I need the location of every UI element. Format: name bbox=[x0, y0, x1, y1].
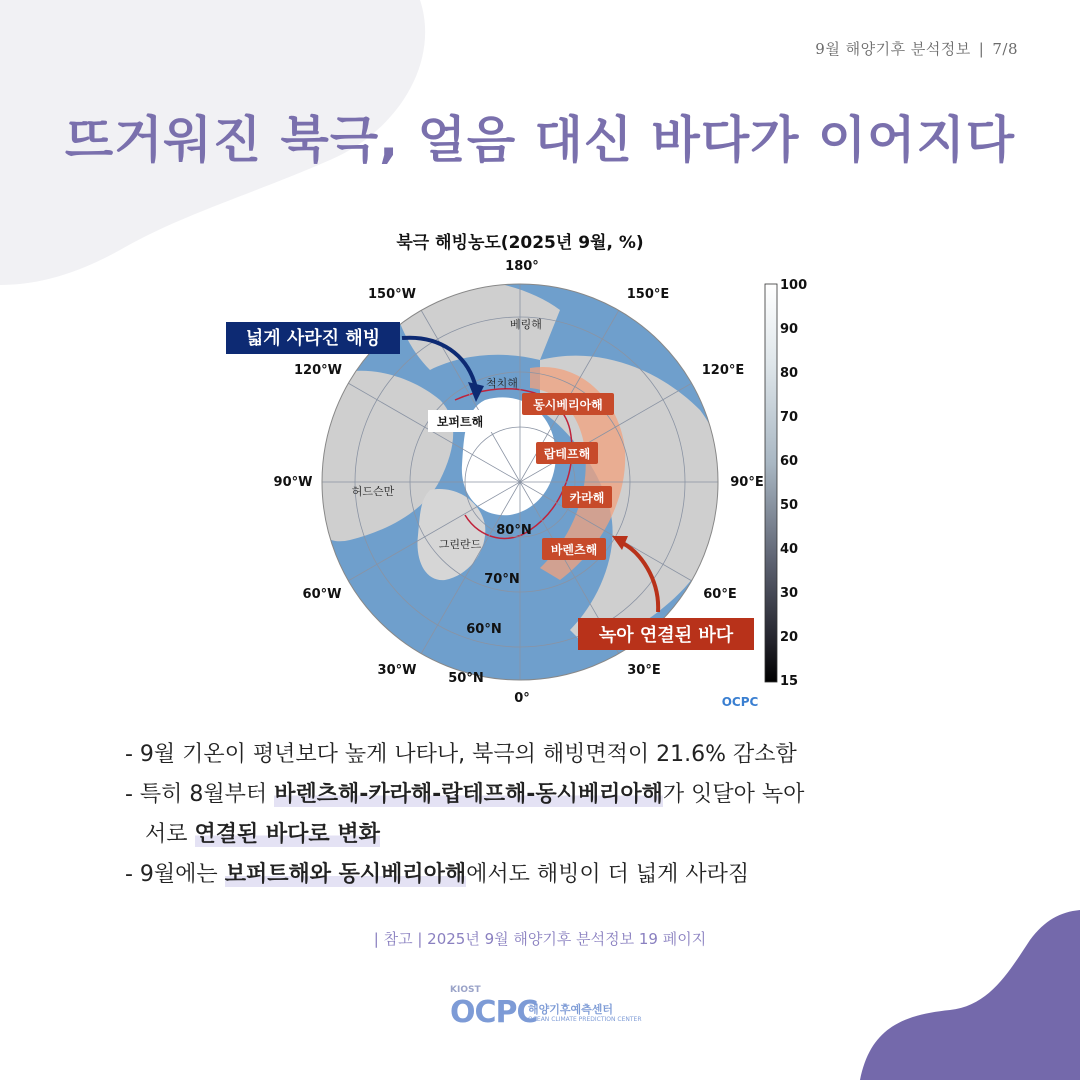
page-title: 뜨거워진 북극, 얼음 대신 바다가 이어지다 bbox=[64, 111, 1016, 169]
logo-org: KIOST bbox=[450, 985, 481, 995]
lon-label: 60°E bbox=[703, 587, 737, 602]
lon-label: 60°W bbox=[302, 587, 342, 602]
bullet-highlight: 보퍼트해와 동시베리아해 bbox=[224, 862, 467, 887]
lat-label: 60°N bbox=[466, 622, 502, 637]
bullet-text: - 9월에는 bbox=[125, 862, 225, 887]
logo-center-ko: 해양기후예측센터 bbox=[528, 1003, 614, 1016]
lon-label: 150°E bbox=[626, 287, 670, 302]
region-label-laptev: 랍테프해 bbox=[543, 447, 591, 461]
colorbar-tick: 50 bbox=[780, 498, 799, 513]
colorbar-tick: 70 bbox=[780, 410, 799, 425]
bullet-item bbox=[125, 735, 985, 775]
ocpc-logo bbox=[450, 985, 650, 1035]
region-label-greenland: 그린란드 bbox=[438, 538, 482, 551]
logo-name: OCPC bbox=[450, 995, 538, 1030]
region-label-chukchi: 척치해 bbox=[486, 377, 518, 390]
bullet-text: - 9월 기온이 평년보다 높게 나타나, 북극의 해빙면적이 21.6% 감소함 bbox=[125, 742, 797, 767]
lon-label: 150°W bbox=[368, 287, 416, 302]
bullet-text: 서로 bbox=[145, 822, 195, 847]
colorbar-tick: 20 bbox=[780, 630, 799, 645]
lon-label: 30°E bbox=[627, 663, 661, 678]
lon-label: 120°E bbox=[701, 363, 745, 378]
region-label-bering: 베링해 bbox=[510, 318, 542, 331]
colorbar-tick: 100 bbox=[780, 278, 808, 293]
colorbar-tick: 15 bbox=[780, 674, 799, 689]
callout-label-connected-sea: 녹아 연결된 바다 bbox=[598, 625, 734, 646]
arctic-sea-ice-map bbox=[240, 250, 808, 720]
lon-label: 180° bbox=[505, 259, 539, 274]
header-divider: | bbox=[978, 40, 985, 58]
lon-label: 90°E bbox=[730, 475, 764, 490]
colorbar-tick: 30 bbox=[780, 586, 799, 601]
bullet-highlight: 연결된 바다로 변화 bbox=[194, 822, 380, 847]
region-label-hudson: 허드슨만 bbox=[351, 485, 395, 498]
lon-label: 90°W bbox=[273, 475, 313, 490]
colorbar-tick: 40 bbox=[780, 542, 799, 557]
lon-label: 0° bbox=[514, 691, 530, 706]
lat-label: 50°N bbox=[448, 671, 484, 686]
region-label-barents: 바렌츠해 bbox=[550, 543, 598, 557]
lat-label: 70°N bbox=[484, 572, 520, 587]
region-label-beaufort: 보퍼트해 bbox=[436, 415, 484, 429]
region-label-east-siberian: 동시베리아해 bbox=[533, 398, 603, 412]
bullet-item-continued bbox=[125, 815, 985, 855]
page-number: 7/8 bbox=[992, 40, 1018, 58]
summary-bullets bbox=[125, 735, 985, 895]
colorbar-tick: 90 bbox=[780, 322, 799, 337]
map-title: 북극 해빙농도(2025년 9월, %) bbox=[396, 233, 644, 253]
series-label: 9월 해양기후 분석정보 bbox=[815, 40, 971, 58]
lon-label: 30°W bbox=[377, 663, 417, 678]
region-label-kara: 카라해 bbox=[569, 491, 605, 505]
bullet-item bbox=[125, 855, 985, 895]
reference-note: | 참고 | 2025년 9월 해양기후 분석정보 19 페이지 bbox=[373, 930, 707, 948]
bullet-item bbox=[125, 775, 985, 815]
bullet-text: 가 잇달아 녹아 bbox=[662, 782, 805, 807]
colorbar bbox=[765, 284, 777, 682]
lon-label: 120°W bbox=[294, 363, 342, 378]
map-credit: OCPC bbox=[721, 695, 759, 709]
colorbar-tick: 80 bbox=[780, 366, 799, 381]
lat-label: 80°N bbox=[496, 523, 532, 538]
bullet-text: - 특히 8월부터 bbox=[125, 782, 275, 807]
colorbar-tick: 60 bbox=[780, 454, 799, 469]
callout-label-lost-ice: 넓게 사라진 해빙 bbox=[245, 328, 381, 349]
bullet-highlight: 바렌츠해-카라해-랍테프해-동시베리아해 bbox=[274, 782, 663, 807]
bullet-text: 에서도 해빙이 더 넓게 사라짐 bbox=[466, 862, 750, 887]
page-header bbox=[815, 38, 1018, 59]
logo-center-en: OCEAN CLIMATE PREDICTION CENTER bbox=[528, 1016, 642, 1023]
